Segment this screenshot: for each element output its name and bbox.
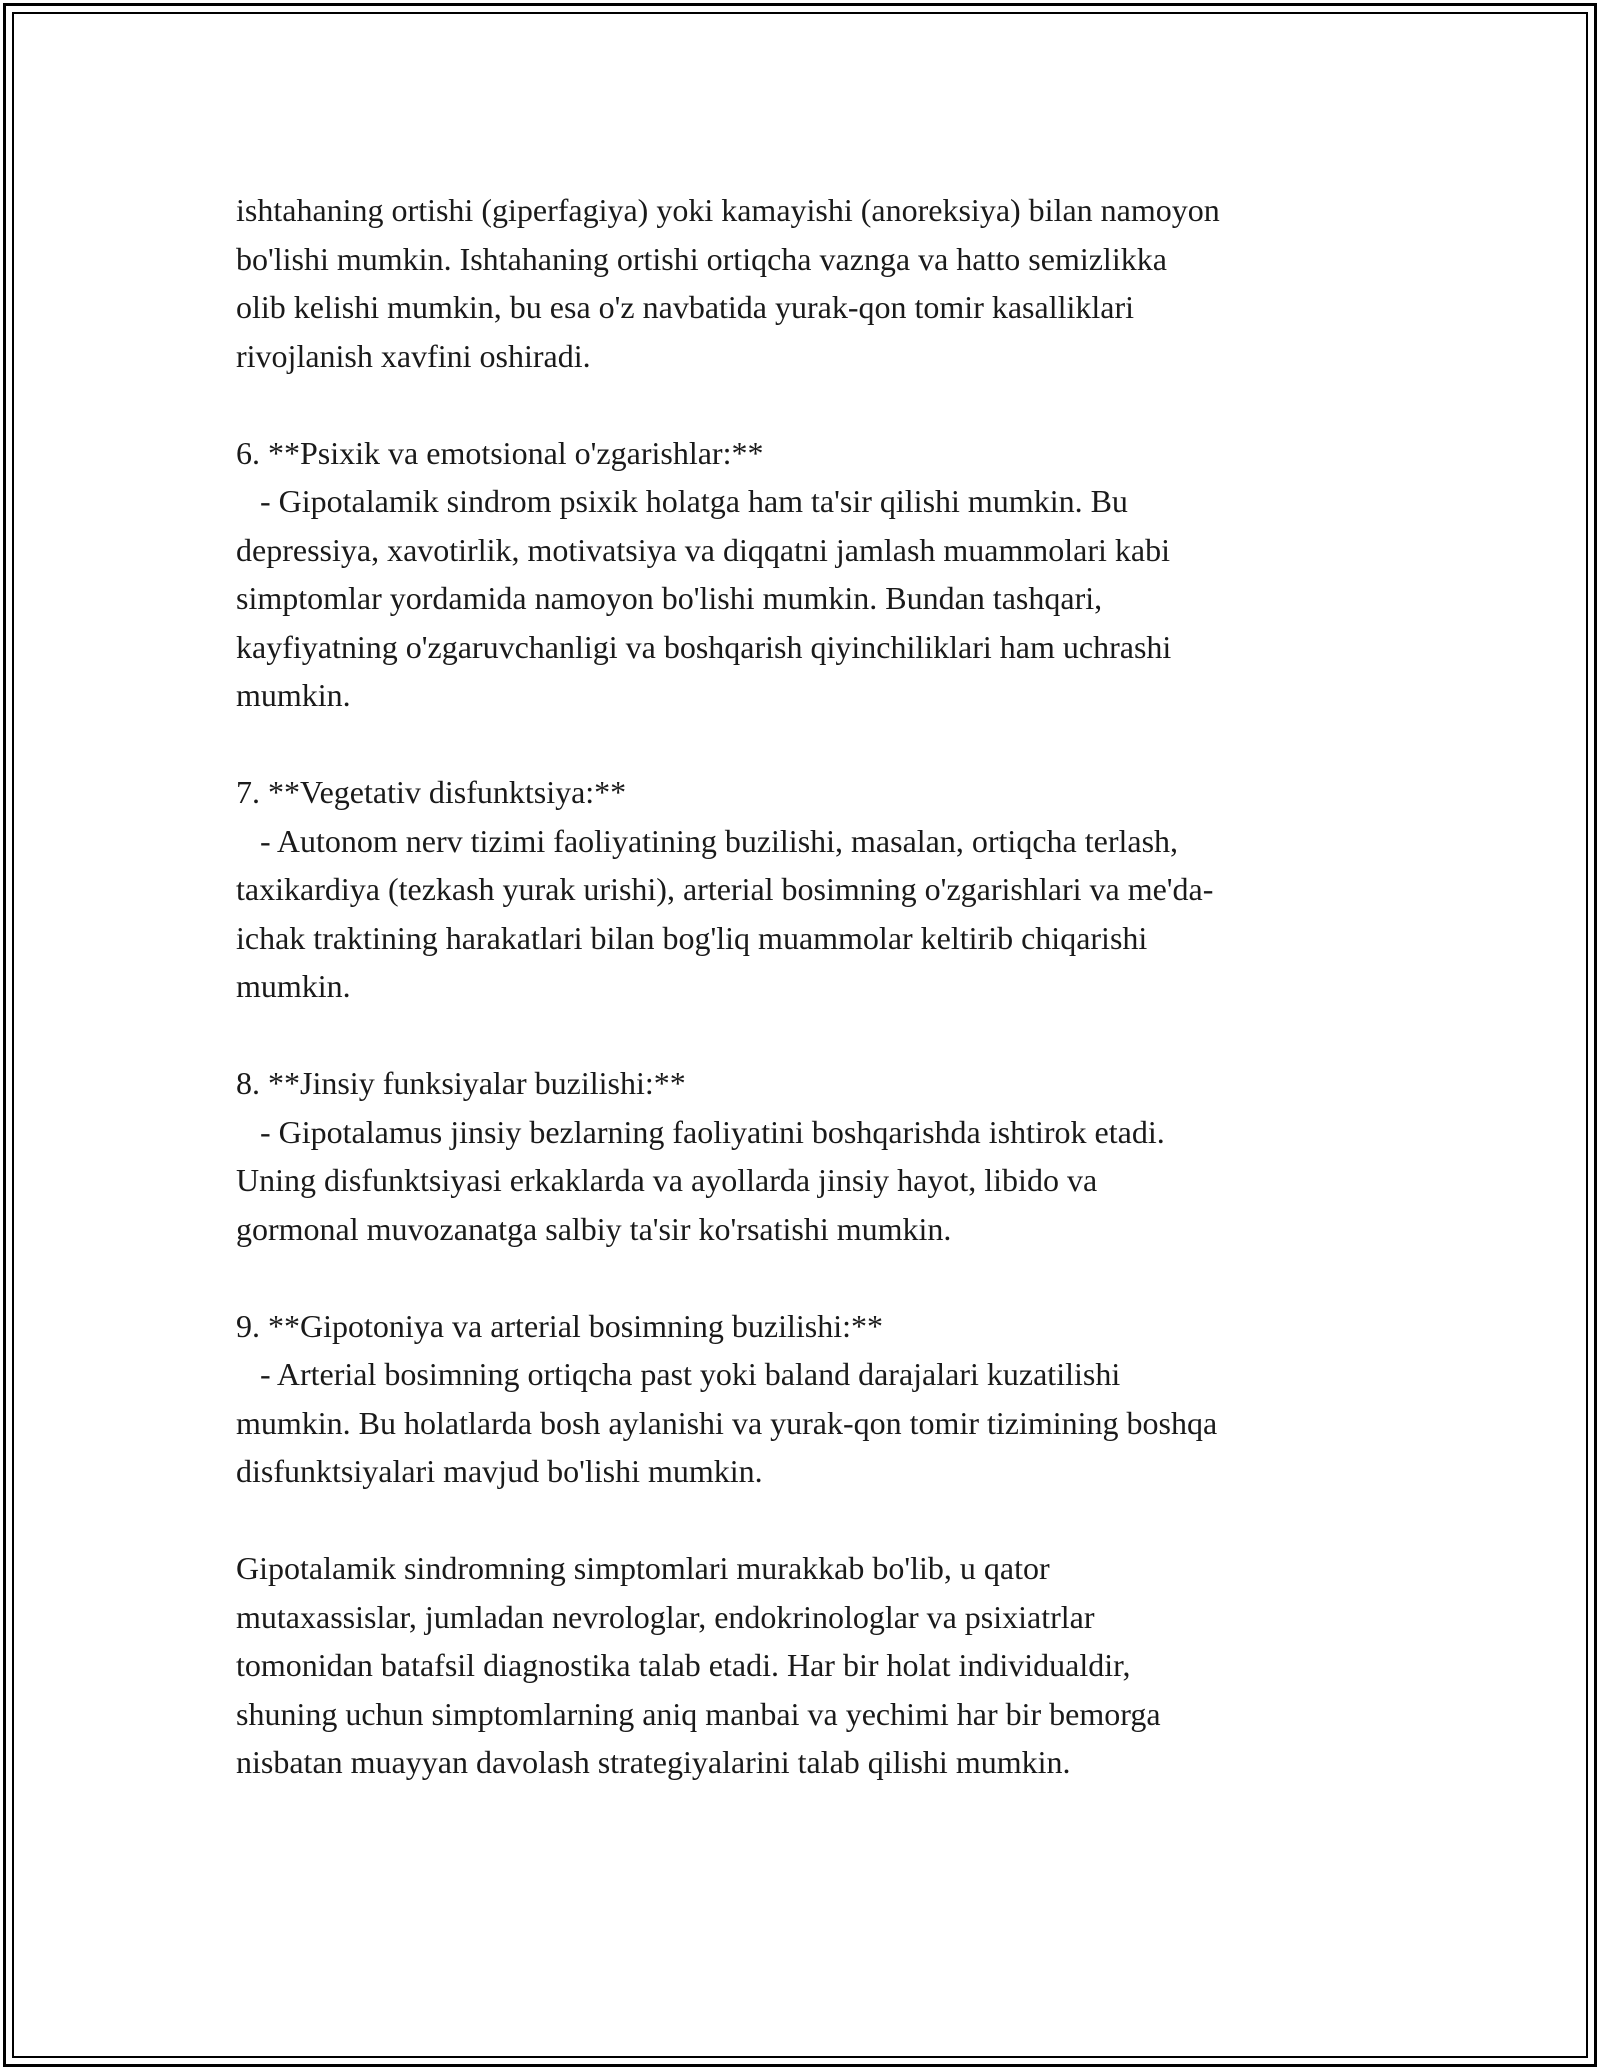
text-line: ishtahaning ortishi (giperfagiya) yoki kamayishi (anoreksiya) bilan namoyon	[236, 192, 1220, 228]
text-line: 9. **Gipotoniya va arterial bosimning buzilishi:**	[236, 1307, 884, 1344]
paragraph	[236, 1059, 1396, 1253]
text-line: depressiya, xavotirlik, motivatsiya va diqqatni jamlash muammolari kabi	[236, 531, 1171, 568]
text-line: disfunktsiyalari mavjud bo'lishi mumkin.	[236, 1453, 763, 1489]
text-line: - Arterial bosimning ortiqcha past yoki baland darajalari kuzatilishi	[236, 1356, 1121, 1392]
paragraph	[236, 768, 1396, 1011]
paragraph-gap	[236, 380, 1396, 429]
paragraph	[236, 1544, 1396, 1787]
paragraph	[236, 1302, 1396, 1496]
text-line: Uning disfunktsiyasi erkaklarda va ayollarda jinsiy hayot, libido va	[236, 1162, 1098, 1198]
text-line: bo'lishi mumkin. Ishtahaning ortishi ortiqcha vaznga va hatto semizlikka	[236, 240, 1167, 277]
text-line: - Gipotalamik sindrom psixik holatga ham ta'sir qilishi mumkin. Bu	[236, 483, 1128, 519]
text-line: - Autonom nerv tizimi faoliyatining buzilishi, masalan, ortiqcha terlash,	[236, 822, 1179, 859]
text-line: - Gipotalamus jinsiy bezlarning faoliyatini boshqarishda ishtirok etadi.	[236, 1113, 1165, 1150]
text-line: olib kelishi mumkin, bu esa o'z navbatida yurak-qon tomir kasalliklari	[236, 289, 1135, 325]
paragraph	[236, 429, 1396, 720]
text-line: kayfiyatning o'zgaruvchanligi va boshqarish qiyinchiliklari ham uchrashi	[236, 628, 1172, 665]
text-line: rivojlanish xavfini oshiradi.	[236, 337, 591, 374]
text-line: simptomlar yordamida namoyon bo'lishi mumkin. Bundan tashqari,	[236, 580, 1103, 616]
text-line: gormonal muvozanatga salbiy ta'sir ko'rsatishi mumkin.	[236, 1210, 952, 1247]
text-line: mumkin.	[236, 677, 351, 713]
document-body	[236, 186, 1396, 1787]
text-line: taxikardiya (tezkash yurak urishi), arterial bosimning o'zgarishlari va me'da-	[236, 871, 1214, 907]
paragraph	[236, 186, 1396, 380]
text-line: mumkin.	[236, 968, 351, 1004]
text-line: 7. **Vegetativ disfunktsiya:**	[236, 774, 627, 810]
text-line: tomonidan batafsil diagnostika talab etadi. Har bir holat individualdir,	[236, 1647, 1131, 1683]
text-line: Gipotalamik sindromning simptomlari murakkab bo'lib, u qator	[236, 1550, 1050, 1586]
text-line: 8. **Jinsiy funksiyalar buzilishi:**	[236, 1065, 686, 1101]
text-line: 6. **Psixik va emotsional o'zgarishlar:**	[236, 434, 764, 471]
paragraph-gap	[236, 1496, 1396, 1545]
paragraph-gap	[236, 1253, 1396, 1302]
text-line: shuning uchun simptomlarning aniq manbai va yechimi har bir bemorga	[236, 1695, 1161, 1732]
text-line: mutaxassislar, jumladan nevrologlar, endokrinologlar va psixiatrlar	[236, 1598, 1095, 1635]
text-line: ichak traktining harakatlari bilan bog'liq muammolar keltirib chiqarishi	[236, 919, 1148, 956]
paragraph-gap	[236, 1011, 1396, 1060]
text-line: nisbatan muayyan davolash strategiyalarini talab qilishi mumkin.	[236, 1744, 1071, 1780]
text-line: mumkin. Bu holatlarda bosh aylanishi va yurak-qon tomir tizimining boshqa	[236, 1404, 1218, 1441]
paragraph-gap	[236, 720, 1396, 769]
